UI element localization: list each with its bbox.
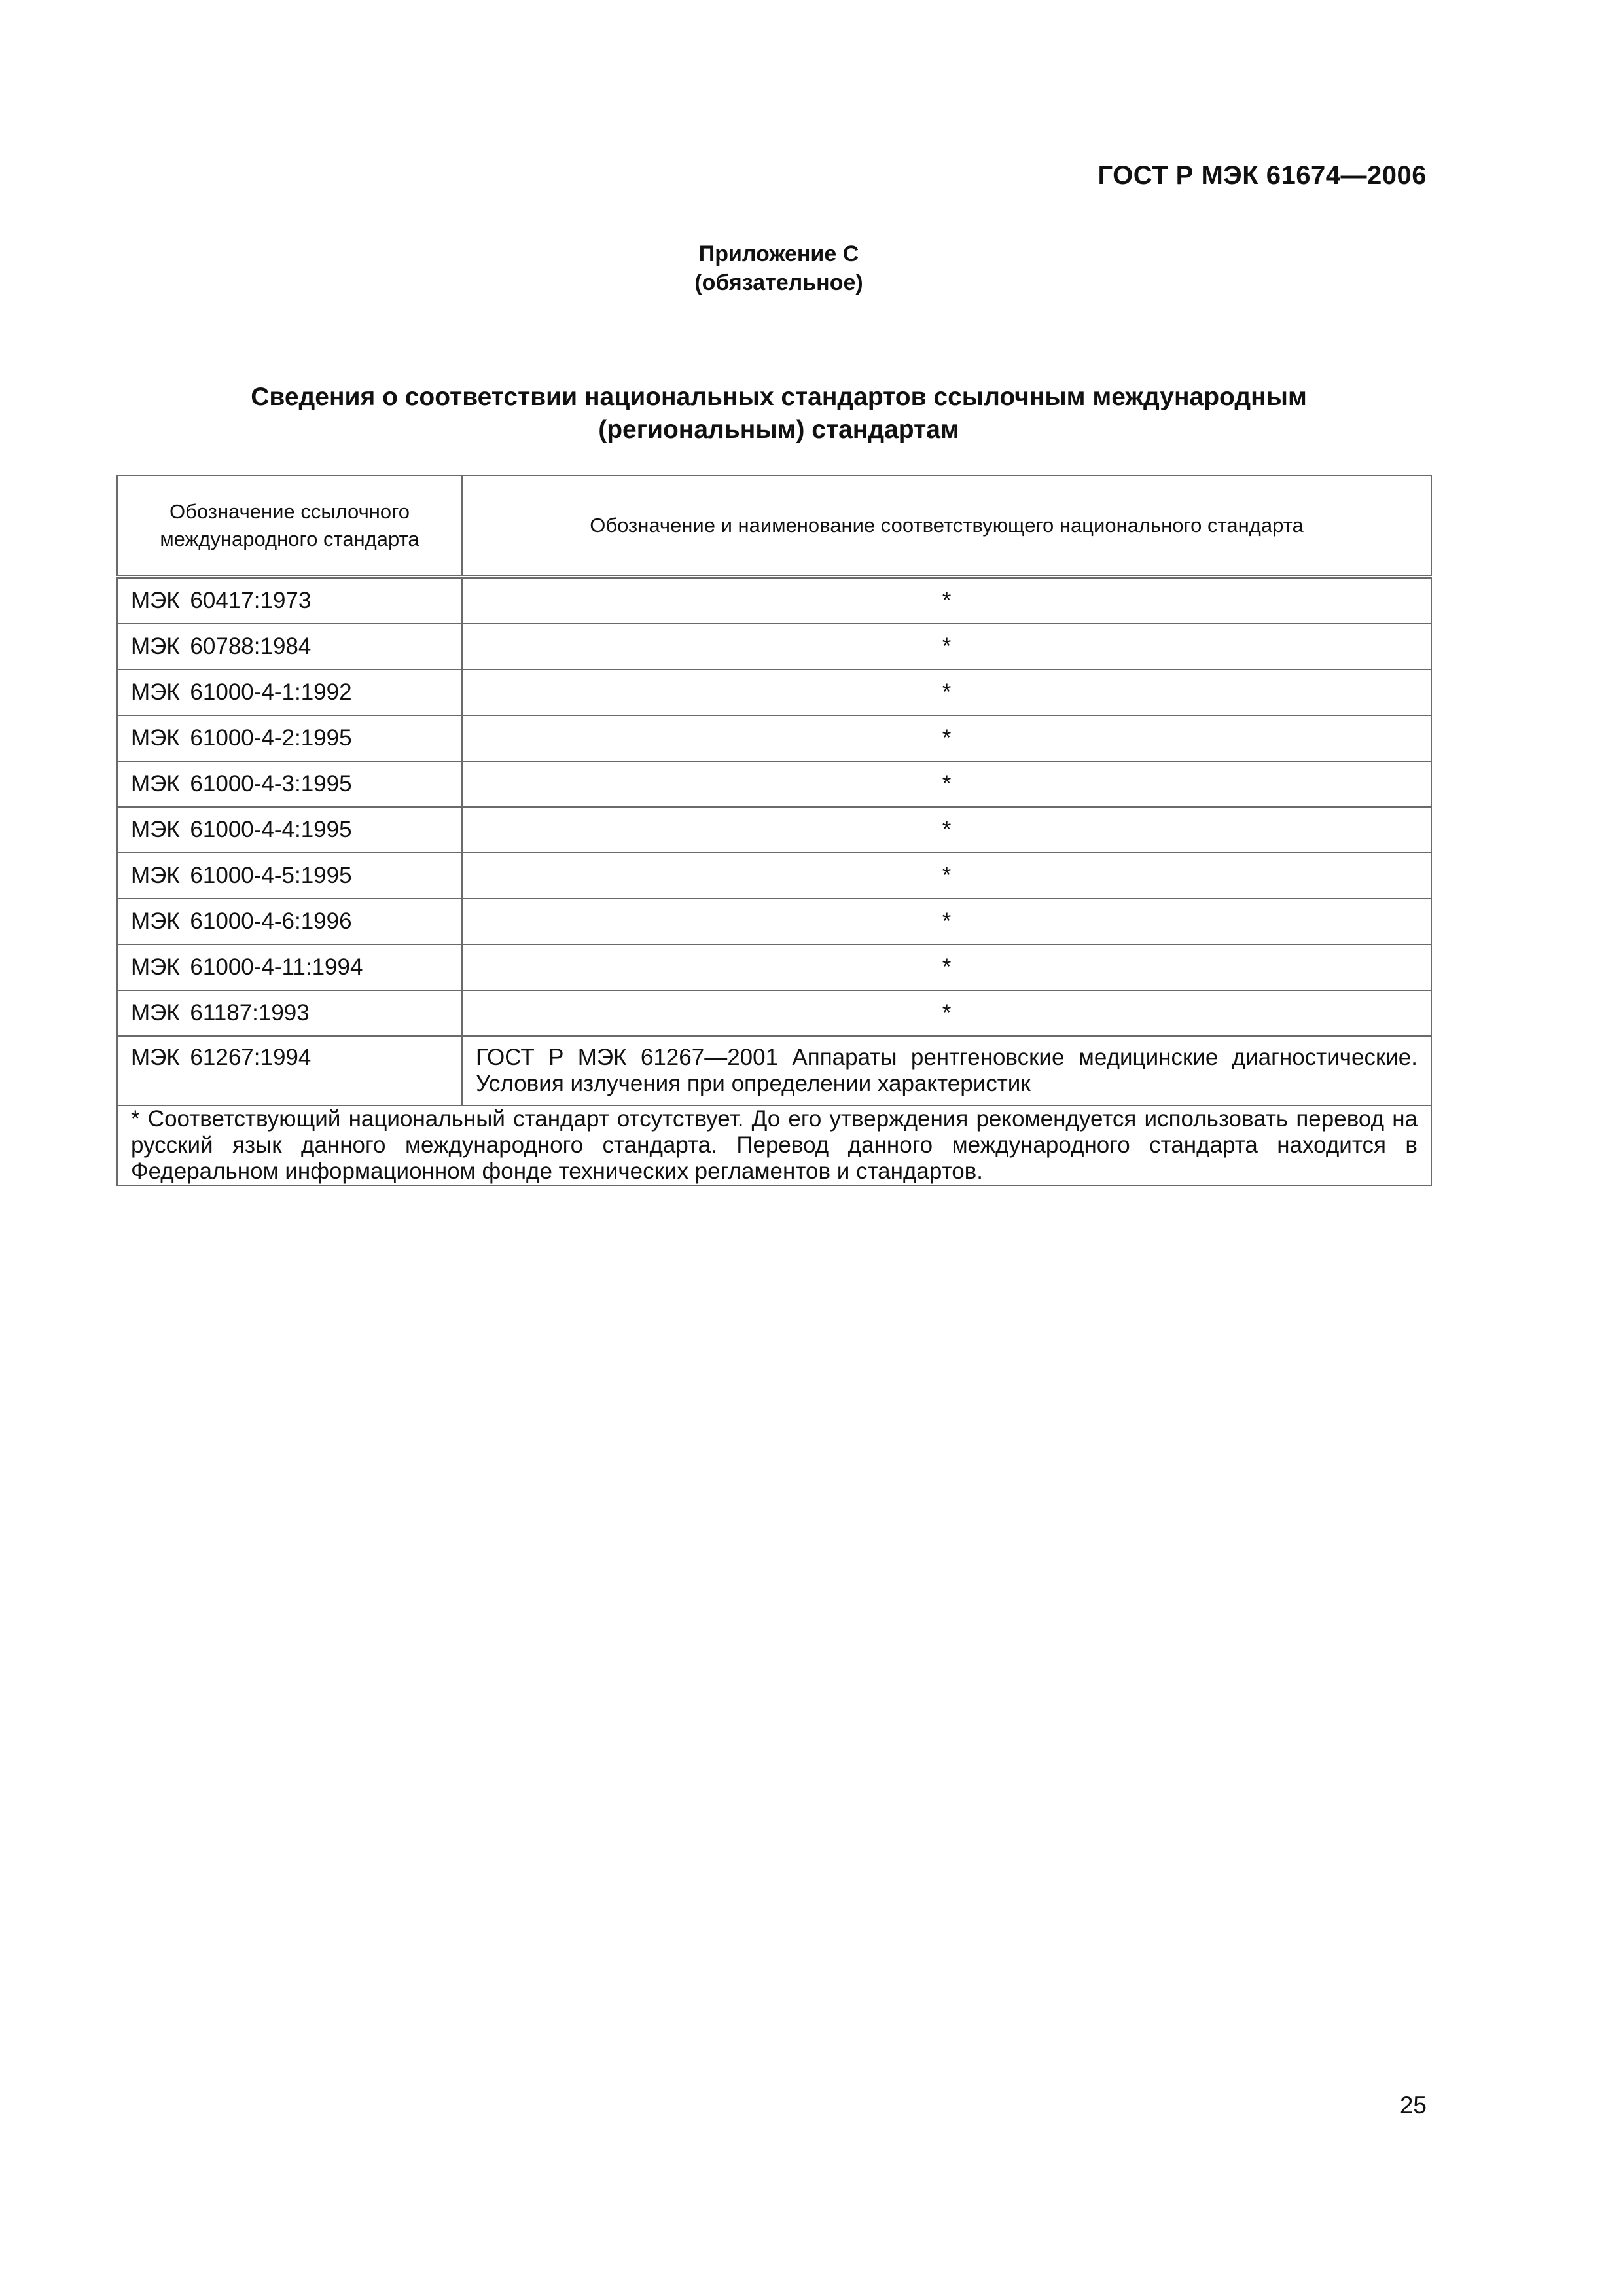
table-row [117, 944, 1431, 990]
annex-heading [0, 240, 1558, 297]
national-standard: * [462, 577, 1431, 624]
international-code: МЭК 61000-4-4:1995 [117, 807, 462, 853]
national-standard: * [462, 761, 1431, 807]
international-code: МЭК 61000-4-3:1995 [117, 761, 462, 807]
table-row [117, 1036, 1431, 1105]
table-row [117, 577, 1431, 624]
header-national-standard: Обозначение и наименование соответствующего национального стандарта [462, 476, 1431, 577]
section-title-line2: (региональным) стандартам [598, 416, 959, 444]
table-row [117, 715, 1431, 761]
national-standard: * [462, 715, 1431, 761]
table-header-row [117, 476, 1431, 577]
international-code: МЭК 61000-4-2:1995 [117, 715, 462, 761]
international-code: МЭК 60417:1973 [117, 577, 462, 624]
international-code: МЭК 61267:1994 [117, 1036, 462, 1105]
table-row [117, 990, 1431, 1036]
header-col1-line1: Обозначение ссылочного [169, 500, 410, 523]
standards-table [116, 475, 1432, 1186]
header-international-standard [117, 476, 462, 577]
national-standard: * [462, 670, 1431, 715]
national-standard: * [462, 853, 1431, 899]
table-row [117, 761, 1431, 807]
national-standard: * [462, 944, 1431, 990]
header-col1-line2: международного стандарта [160, 528, 419, 550]
section-title [164, 381, 1394, 446]
annex-label: Приложение С [698, 242, 859, 266]
annex-status: (обязательное) [694, 270, 863, 295]
table-row [117, 853, 1431, 899]
table-row [117, 670, 1431, 715]
national-standard: * [462, 807, 1431, 853]
section-title-line1: Сведения о соответствии национальных стандартов ссылочным международным [251, 383, 1307, 411]
table-row [117, 899, 1431, 944]
national-standard: * [462, 899, 1431, 944]
national-standard: ГОСТ Р МЭК 61267—2001 Аппараты рентгеновские медицинские диагностические. Условия излучения при определении характеристик [462, 1036, 1431, 1105]
page-number: 25 [1399, 2092, 1427, 2119]
table-footnote: * Соответствующий национальный стандарт отсутствует. До его утверждения рекомендуется использовать перевод на русский язык данного международного стандарта. Перевод данного международного стандарта находится в Федеральном информационном фонде технических регламентов и стандартов. [117, 1105, 1431, 1185]
international-code: МЭК 61187:1993 [117, 990, 462, 1036]
international-code: МЭК 61000-4-11:1994 [117, 944, 462, 990]
international-code: МЭК 61000-4-5:1995 [117, 853, 462, 899]
national-standard: * [462, 624, 1431, 670]
national-standard: * [462, 990, 1431, 1036]
table-row [117, 807, 1431, 853]
international-code: МЭК 61000-4-1:1992 [117, 670, 462, 715]
international-code: МЭК 60788:1984 [117, 624, 462, 670]
table-row [117, 624, 1431, 670]
international-code: МЭК 61000-4-6:1996 [117, 899, 462, 944]
document-code: ГОСТ Р МЭК 61674—2006 [1097, 161, 1427, 190]
table-footnote-row [117, 1105, 1431, 1185]
